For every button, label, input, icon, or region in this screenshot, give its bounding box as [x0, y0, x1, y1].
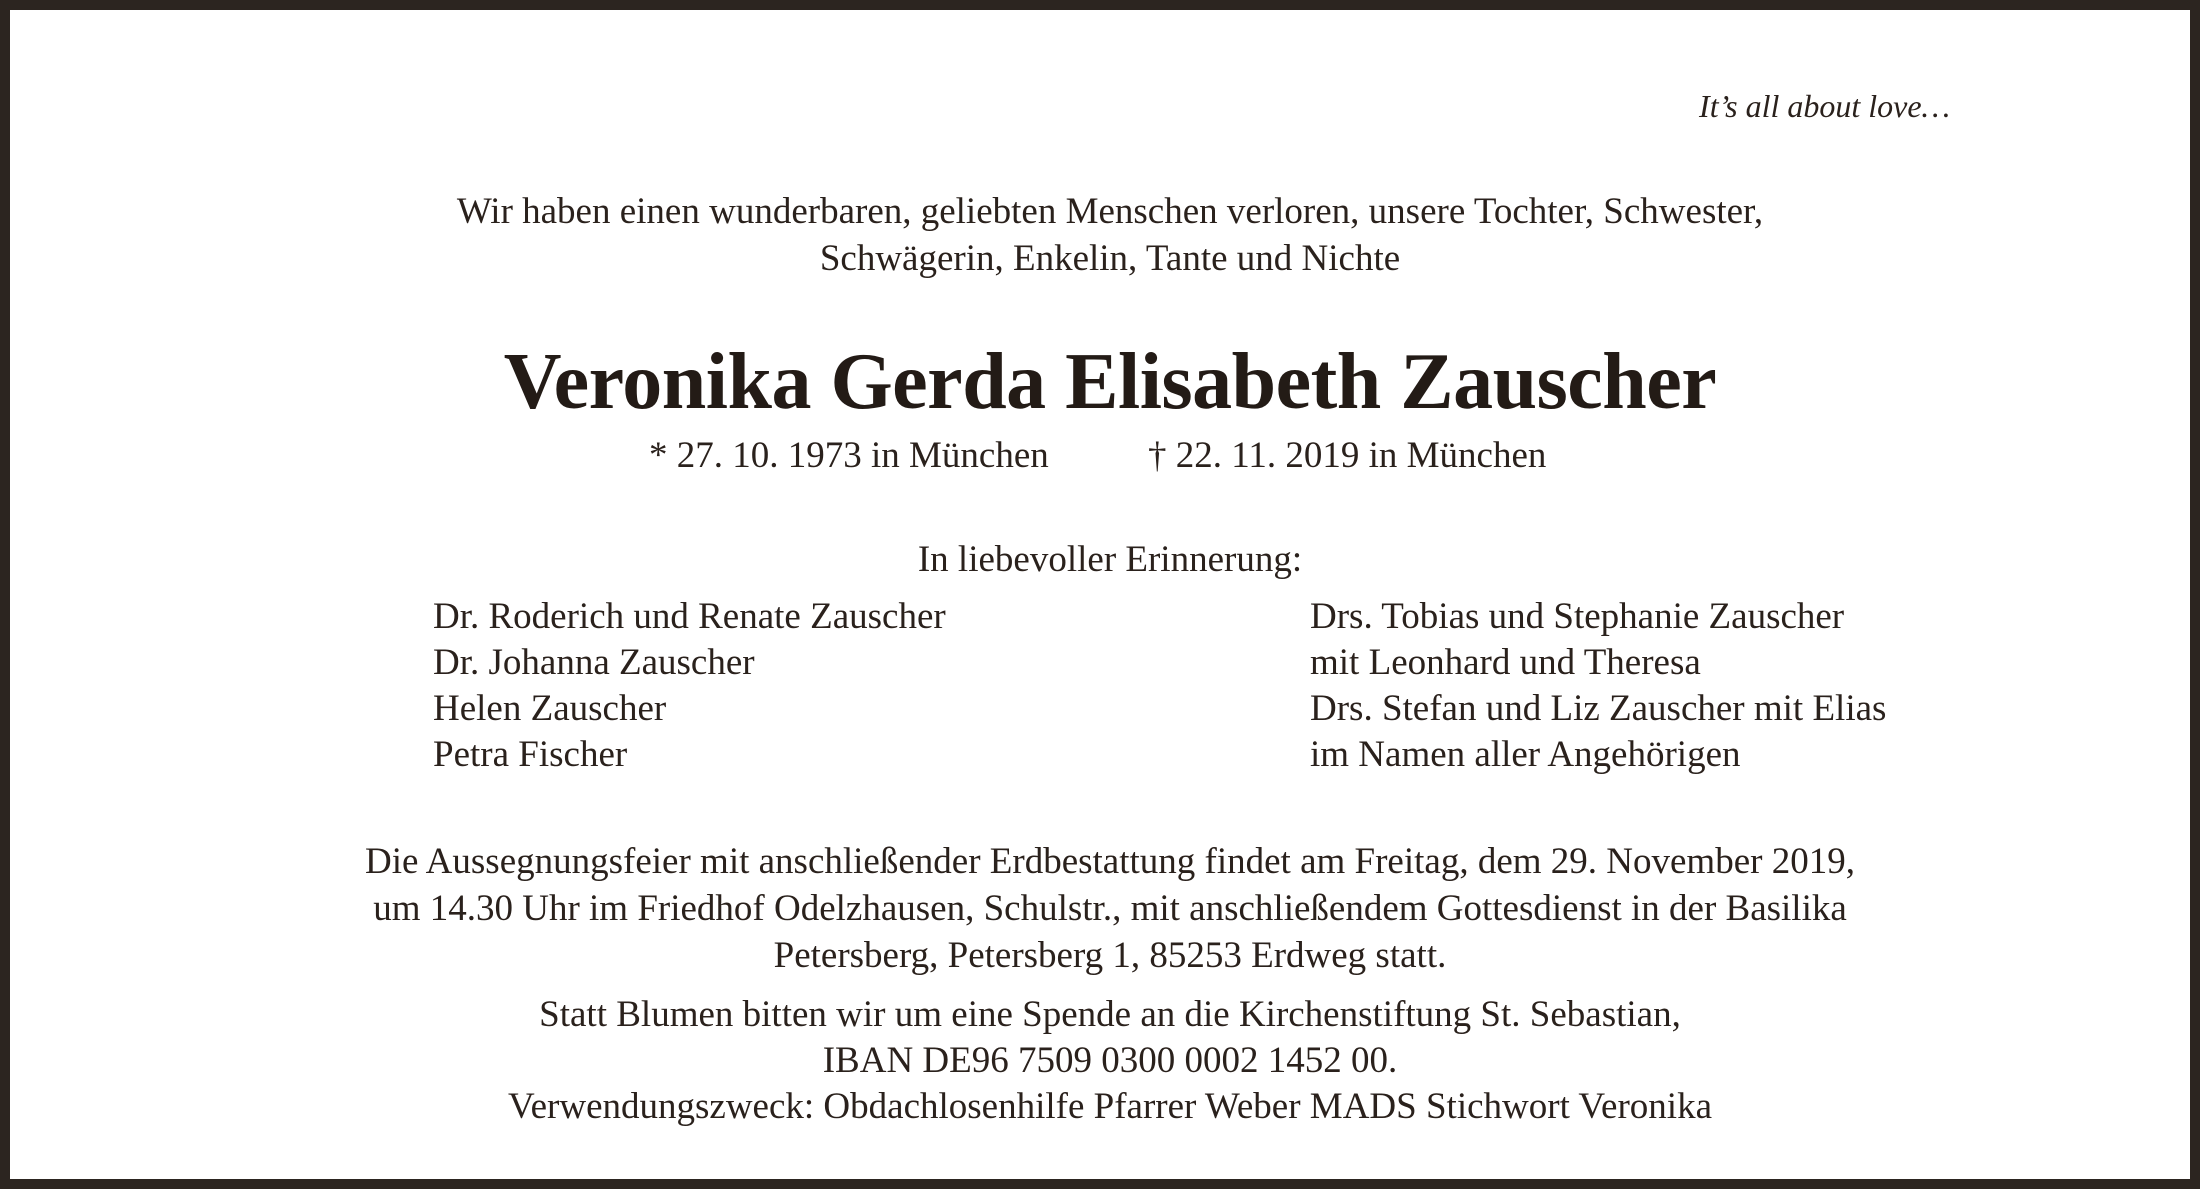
donation-purpose-line: Verwendungszweck: Obdachlosenhilfe Pfarrer Weber MADS Stichwort Veronika	[508, 1086, 1712, 1127]
donation-line: Statt Blumen bitten wir um eine Spende an die Kirchenstiftung St. Sebastian,	[539, 994, 1681, 1035]
mourner-name: im Namen aller Angehörigen	[1310, 734, 1741, 775]
mourner-name: Dr. Johanna Zauscher	[433, 642, 755, 683]
iban-line: IBAN DE96 7509 0300 0002 1452 00.	[822, 1040, 1398, 1081]
ceremony-line: um 14.30 Uhr im Friedhof Odelzhausen, Schulstr., mit anschließendem Gottesdienst in der Basilika	[373, 888, 1847, 929]
intro-text	[10, 188, 2200, 282]
birth-date: * 27. 10. 1973 in München	[649, 435, 1049, 476]
mourner-name: mit Leonhard und Theresa	[1310, 642, 1701, 683]
donation-details	[10, 992, 2200, 1130]
mourners-right-column	[1310, 594, 1886, 778]
deceased-name: Veronika Gerda Elisabeth Zauscher	[503, 338, 1717, 426]
mourners-left-column	[433, 594, 946, 778]
ceremony-details	[10, 838, 2200, 979]
ceremony-line: Petersberg, Petersberg 1, 85253 Erdweg statt.	[773, 935, 1447, 976]
mourner-name: Drs. Stefan und Liz Zauscher mit Elias	[1310, 688, 1887, 729]
death-date: † 22. 11. 2019 in München	[1148, 435, 1547, 476]
intro-line: Wir haben einen wunderbaren, geliebten Menschen verloren, unsere Tochter, Schwester,	[456, 191, 1764, 232]
mourner-name: Drs. Tobias und Stephanie Zauscher	[1310, 596, 1845, 637]
mourner-name: Helen Zauscher	[433, 688, 667, 729]
motto: It’s all about love…	[1699, 88, 1950, 124]
ceremony-line: Die Aussegnungsfeier mit anschließender Erdbestattung findet am Freitag, dem 29. November 2019,	[365, 841, 1855, 882]
mourner-name: Petra Fischer	[433, 734, 628, 775]
intro-line: Schwägerin, Enkelin, Tante und Nichte	[819, 238, 1401, 279]
mourner-name: Dr. Roderich und Renate Zauscher	[433, 596, 946, 637]
memory-heading: In liebevoller Erinnerung:	[917, 539, 1303, 580]
